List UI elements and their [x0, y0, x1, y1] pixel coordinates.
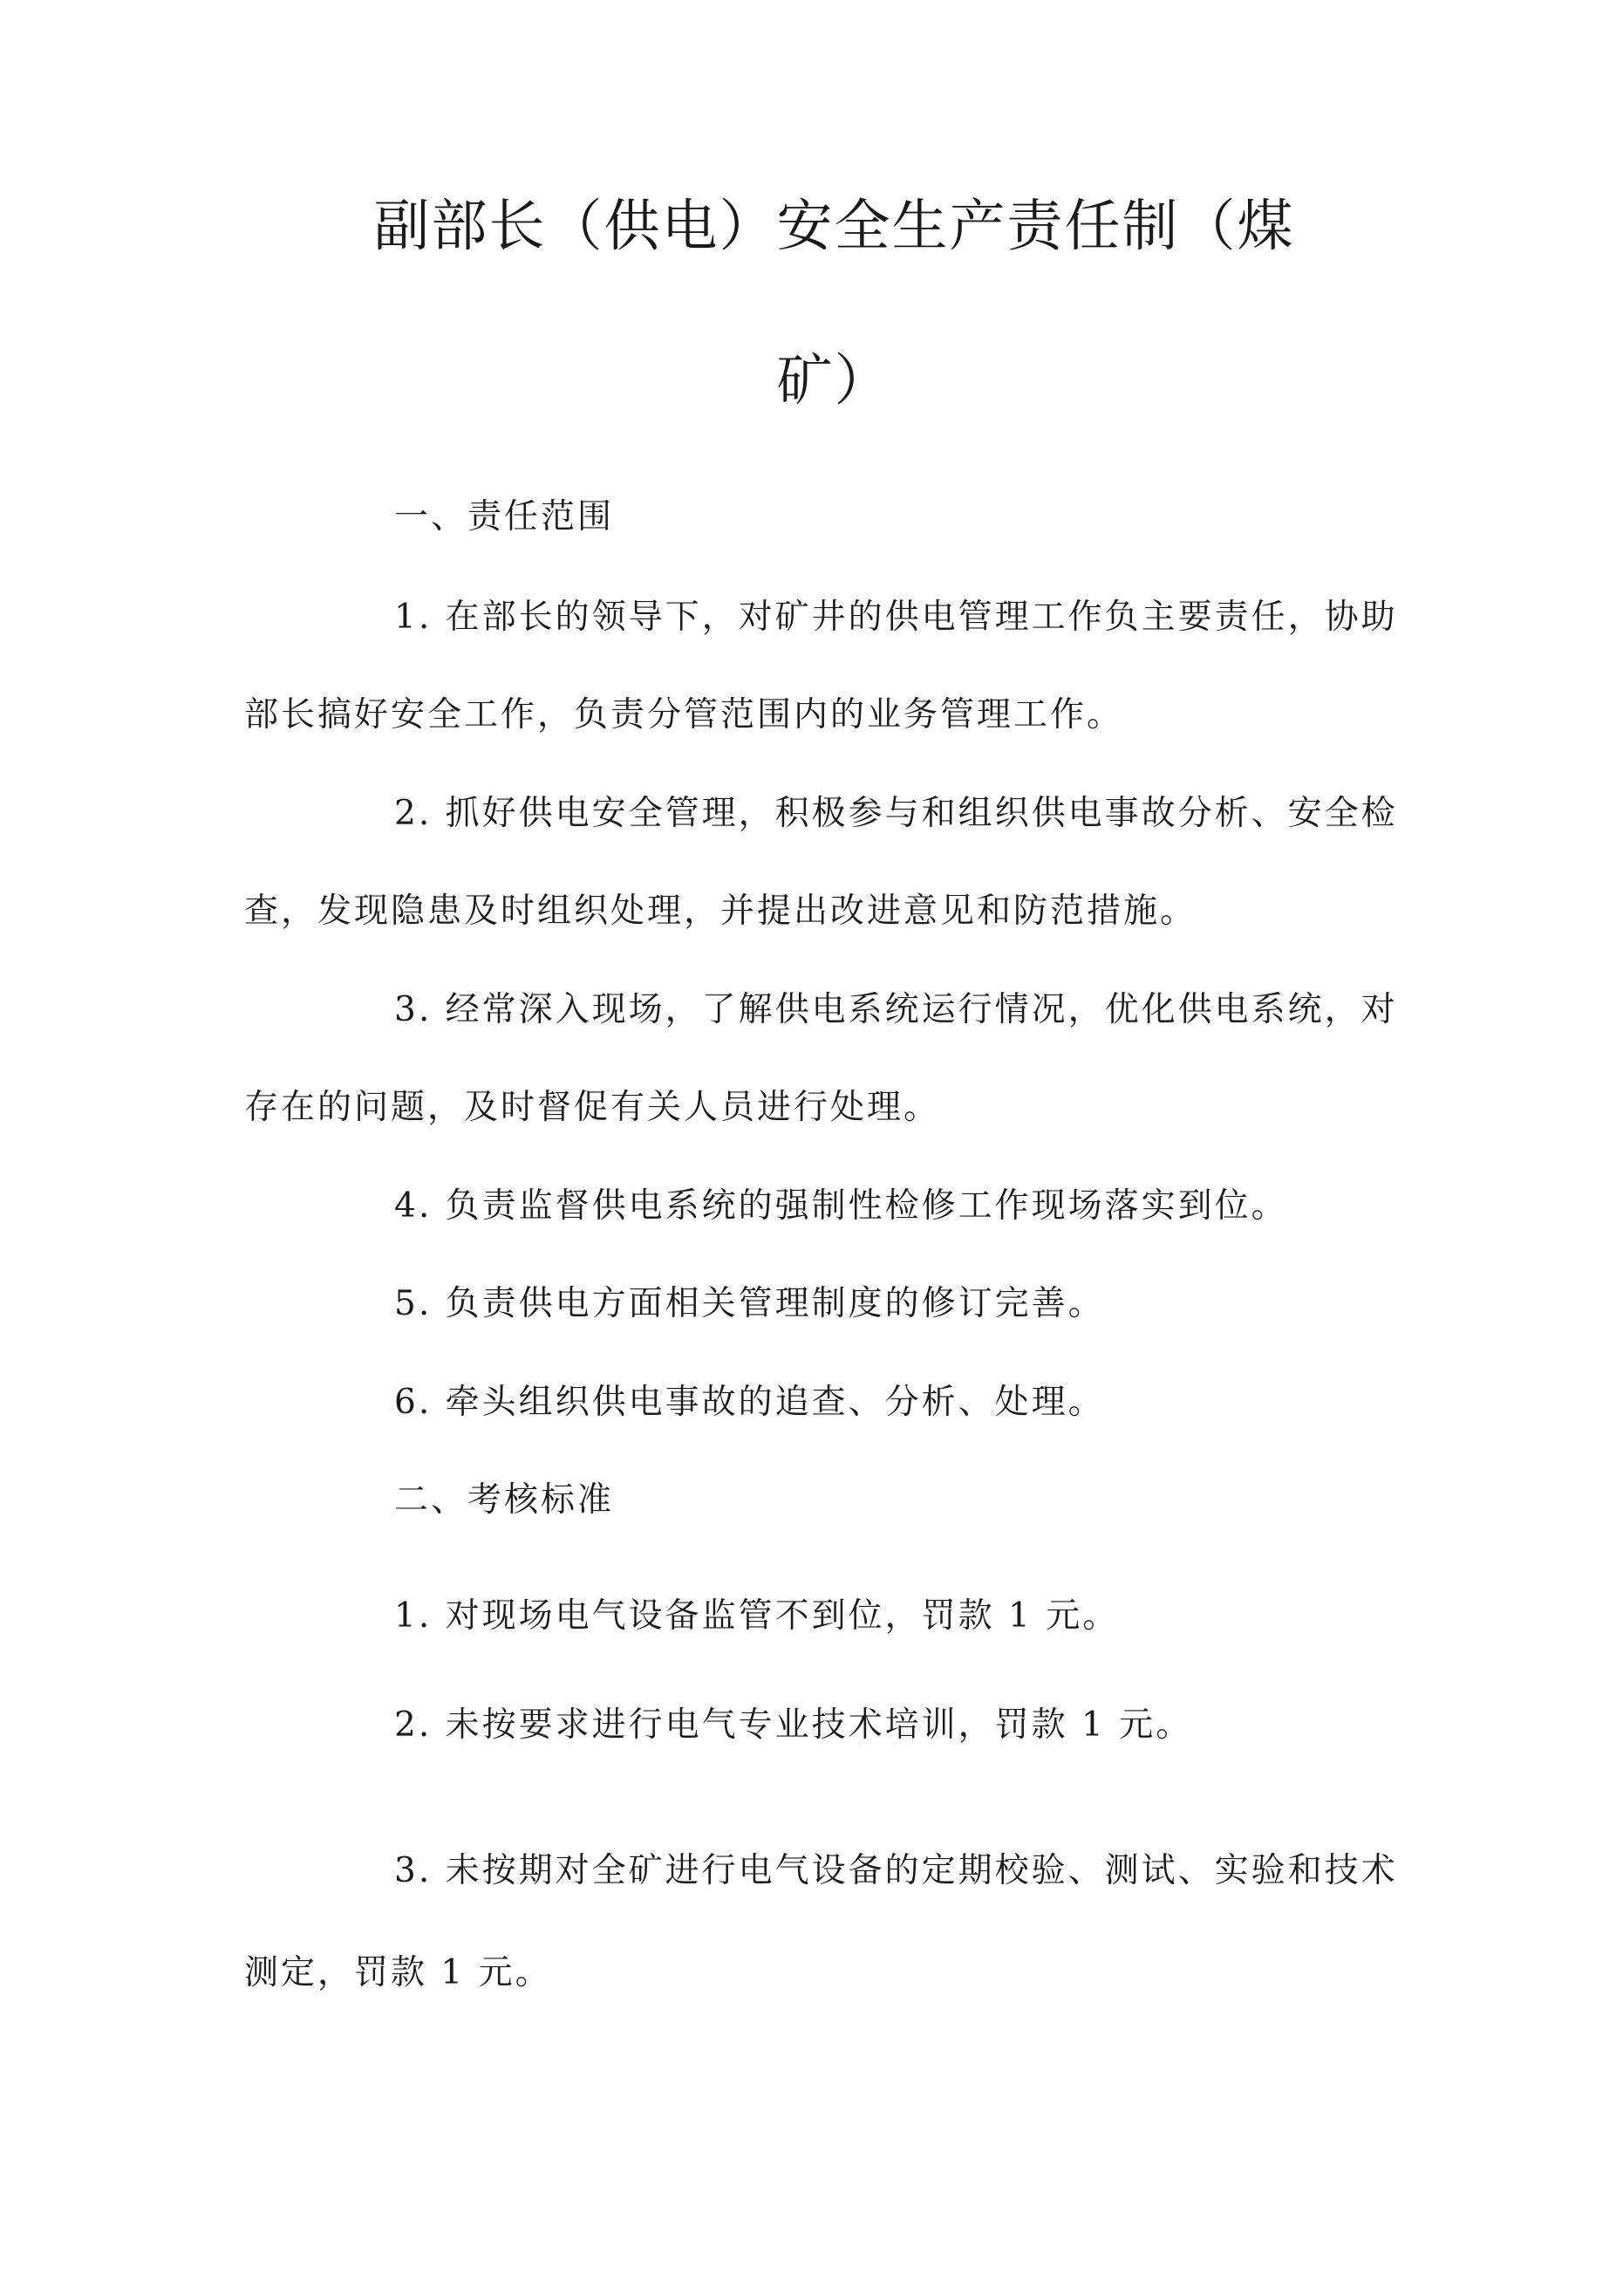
paragraph-item4: 4. 负责监督供电系统的强制性检修工作现场落实到位。	[394, 1186, 1288, 1226]
paragraph-item5: 5. 负责供电方面相关管理制度的修订完善。	[394, 1284, 1105, 1323]
paragraph-rule3-line2: 测定，罚款 1 元。	[244, 1953, 552, 1992]
paragraph-item2-line1: 2. 抓好供电安全管理，积极参与和组织供电事故分析、安全检	[394, 794, 1398, 833]
section-heading-responsibility: 一、责任范围	[394, 497, 615, 536]
paragraph-item1-line2: 部长搞好安全工作，负责分管范围内的业务管理工作。	[244, 695, 1124, 735]
paragraph-rule3-line1: 3. 未按期对全矿进行电气设备的定期校验、测试、实验和技术	[394, 1851, 1398, 1890]
document-title-line2: 矿）	[776, 349, 892, 413]
paragraph-rule1: 1. 对现场电气设备监管不到位，罚款 1 元。	[394, 1596, 1120, 1636]
paragraph-item6: 6. 牵头组织供电事故的追查、分析、处理。	[394, 1383, 1105, 1422]
paragraph-item3-line1: 3. 经常深入现场，了解供电系统运行情况，优化供电系统，对	[394, 990, 1398, 1029]
paragraph-item1-line1: 1. 在部长的领导下，对矿井的供电管理工作负主要责任，协助	[394, 598, 1398, 637]
paragraph-item3-line2: 存在的问题，及时督促有关人员进行处理。	[244, 1088, 941, 1127]
paragraph-rule2: 2. 未按要求进行电气专业技术培训，罚款 1 元。	[394, 1705, 1193, 1745]
section-heading-assessment: 二、考核标准	[394, 1480, 615, 1520]
document-title-line1: 副部长（供电）安全生产责任制（煤	[373, 195, 1295, 259]
paragraph-item2-line2: 查，发现隐患及时组织处理，并提出改进意见和防范措施。	[244, 892, 1197, 931]
